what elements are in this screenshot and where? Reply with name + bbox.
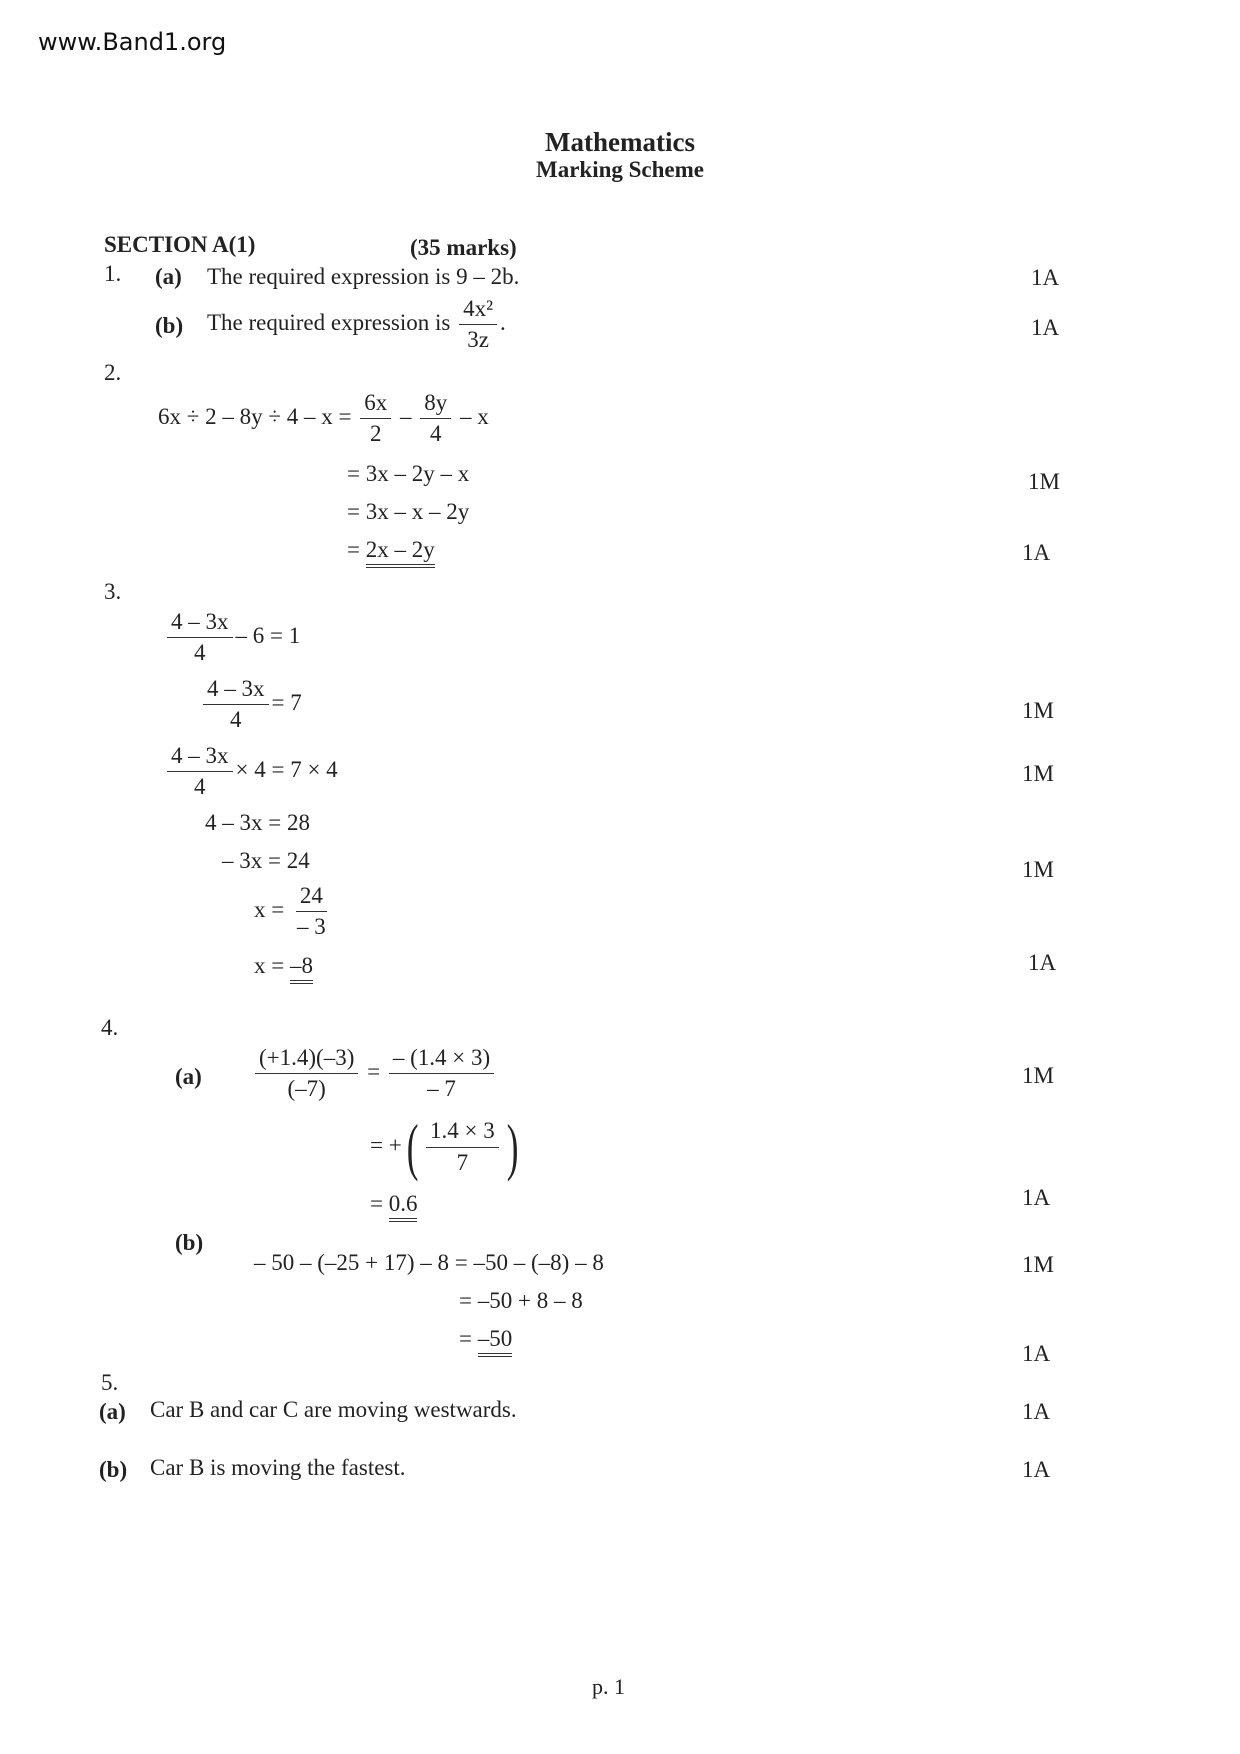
q4-number: 4. <box>101 1015 119 1040</box>
q1a-mark: 1A <box>1031 265 1060 290</box>
q1b-denominator: 3z <box>467 327 489 353</box>
q4a-fraction1-den: (–7) <box>287 1076 326 1102</box>
q4b-mark2: 1A <box>1022 1341 1051 1366</box>
q1-number: 1. <box>104 261 122 286</box>
q2-tail: – x <box>459 404 489 430</box>
q5b-mark: 1A <box>1022 1457 1051 1482</box>
site-url: www.Band1.org <box>38 28 227 56</box>
q4a-line3 <box>370 1191 417 1217</box>
q5a-mark: 1A <box>1022 1399 1051 1424</box>
q2-fraction2-den: 4 <box>429 421 442 447</box>
q3-step7 <box>254 953 313 979</box>
q4a-fraction2 <box>389 1045 494 1103</box>
q3-step1-num: 4 – 3x <box>167 609 233 638</box>
q3-step1-fraction <box>167 609 233 667</box>
q1b-text: The required expression is <box>207 310 451 336</box>
q1a-label: (a) <box>155 264 182 289</box>
q4a-line3-eq: = <box>370 1191 383 1216</box>
q3-step1 <box>164 609 300 667</box>
q4a-fraction2-den: – 7 <box>427 1076 456 1102</box>
q1b-end: . <box>500 310 506 336</box>
q3-step2-den: 4 <box>230 707 242 733</box>
q2-number: 2. <box>104 360 122 385</box>
q4b-answer: –50 <box>478 1326 513 1357</box>
q2-fraction2 <box>420 390 451 448</box>
q3-step2 <box>200 676 302 734</box>
q3-answer: –8 <box>290 953 313 984</box>
q3-step6 <box>254 883 333 941</box>
q4b-label: (b) <box>175 1230 204 1255</box>
q4a-eq: = <box>367 1059 381 1085</box>
q3-number: 3. <box>104 579 122 604</box>
right-paren-icon: ) <box>506 1111 519 1182</box>
q1b-line <box>207 296 506 354</box>
q3-step1-den: 4 <box>194 640 206 666</box>
q3-step2-num: 4 – 3x <box>203 676 269 705</box>
q2-mark1: 1M <box>1028 469 1060 494</box>
page-number: p. 1 <box>592 1674 625 1699</box>
q3-mark4: 1A <box>1028 950 1057 975</box>
q3-step6-num: 24 <box>296 883 327 912</box>
q4a-fraction3-num: 1.4 × 3 <box>426 1118 499 1147</box>
q4a-fraction1 <box>255 1045 358 1103</box>
q3-step3-tail: × 4 = 7 × 4 <box>235 757 338 783</box>
q5a-label: (a) <box>99 1399 126 1424</box>
q3-step3-num: 4 – 3x <box>167 743 233 772</box>
q4a-fraction2-num: – (1.4 × 3) <box>389 1045 494 1074</box>
q3-step6-lhs: x = <box>254 897 285 923</box>
section-marks: (35 marks) <box>410 235 517 260</box>
q1b-label: (b) <box>155 313 184 338</box>
q3-mark2: 1M <box>1022 761 1054 786</box>
q4a-mark1: 1M <box>1022 1063 1054 1088</box>
q3-step5: – 3x = 24 <box>222 848 310 873</box>
q2-answer: 2x – 2y <box>366 537 435 568</box>
q2-fraction1 <box>360 390 391 448</box>
q5b-label: (b) <box>99 1457 128 1482</box>
page-title: Mathematics <box>545 127 695 157</box>
q2-lhs: 6x ÷ 2 – 8y ÷ 4 – x = <box>158 404 352 430</box>
q2-fraction1-den: 2 <box>369 421 382 447</box>
q4a-fraction3-den: 7 <box>456 1149 469 1175</box>
q1a-text: The required expression is 9 – 2b. <box>207 264 520 289</box>
q2-fraction2-num: 8y <box>420 390 451 419</box>
q2-line1 <box>158 390 489 448</box>
q3-step3-fraction <box>167 743 233 801</box>
q4a-line2 <box>370 1111 523 1182</box>
q2-line2: = 3x – 2y – x <box>347 461 470 486</box>
q4b-line3-eq: = <box>459 1326 472 1351</box>
q2-fraction1-num: 6x <box>360 390 391 419</box>
section-label: SECTION A(1) <box>104 232 256 257</box>
q4a-line1 <box>252 1045 497 1103</box>
q4a-answer: 0.6 <box>389 1191 418 1222</box>
q5a-text: Car B and car C are moving westwards. <box>150 1397 517 1422</box>
q2-line4-eq: = <box>347 537 360 562</box>
q4b-line2: = –50 + 8 – 8 <box>459 1288 583 1313</box>
q4b-line3 <box>459 1326 512 1352</box>
q4a-line2-lhs: = + <box>370 1132 402 1158</box>
q1b-fraction <box>459 296 497 354</box>
q3-mark1: 1M <box>1022 698 1054 723</box>
q4a-mark2: 1A <box>1022 1185 1051 1210</box>
q3-step7-lhs: x = <box>254 953 285 978</box>
q2-line4 <box>347 537 435 563</box>
q1b-numerator: 4x² <box>459 296 497 325</box>
q4a-fraction3 <box>426 1118 499 1176</box>
q3-mark3: 1M <box>1022 857 1054 882</box>
q2-mark2: 1A <box>1022 540 1051 565</box>
q3-step2-tail: = 7 <box>271 690 302 716</box>
q3-step6-den: – 3 <box>296 914 326 940</box>
q2-minus: – <box>399 404 412 430</box>
page-subtitle: Marking Scheme <box>535 157 704 182</box>
q3-step4: 4 – 3x = 28 <box>205 810 310 835</box>
q4b-line1: – 50 – (–25 + 17) – 8 = –50 – (–8) – 8 <box>254 1250 604 1275</box>
q4a-fraction1-num: (+1.4)(–3) <box>255 1045 358 1074</box>
q4a-label: (a) <box>175 1064 202 1089</box>
q3-step3 <box>164 743 338 801</box>
left-paren-icon: ( <box>406 1111 419 1182</box>
q3-step2-fraction <box>203 676 269 734</box>
q3-step3-den: 4 <box>194 774 206 800</box>
q1b-mark: 1A <box>1031 315 1060 340</box>
q2-line3: = 3x – x – 2y <box>347 499 470 524</box>
q5b-text: Car B is moving the fastest. <box>150 1455 406 1480</box>
q4b-mark1: 1M <box>1022 1252 1054 1277</box>
q5-number: 5. <box>101 1370 119 1395</box>
q3-step1-tail: – 6 = 1 <box>235 623 301 649</box>
q3-step6-fraction <box>293 883 330 941</box>
